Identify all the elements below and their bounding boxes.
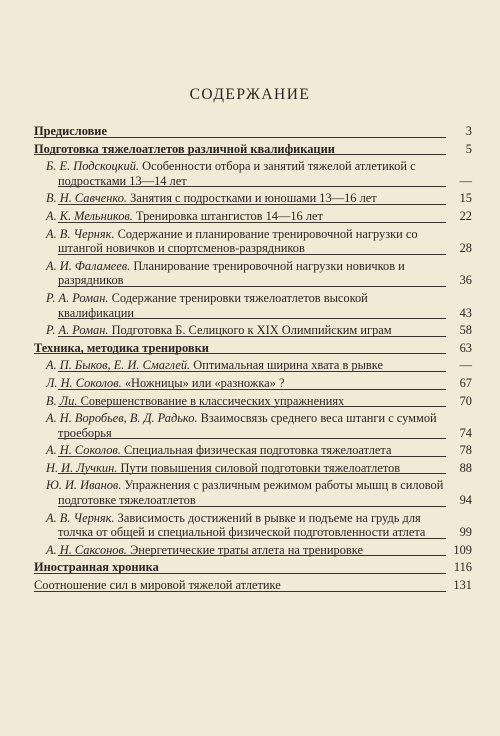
toc-page-number: 88 (459, 460, 472, 475)
toc-entry-author: Л. Н. Соколов. (46, 375, 122, 390)
toc-page-number: 5 (465, 141, 472, 156)
toc-leader-rule (34, 353, 446, 354)
toc-entry (34, 358, 472, 373)
toc-leader-rule (58, 406, 446, 407)
toc-leader-rule (58, 473, 446, 474)
toc-entry-author: В. Ли. (46, 393, 78, 408)
toc-entry (34, 478, 472, 507)
toc-entry-title: Упражнения с различным режимом работы мышц в силовой подготовке тяжелоатлетов (58, 478, 444, 508)
toc-entry-title: Энергетические траты атлета на тренировке (130, 542, 363, 557)
toc-entry-text (46, 259, 472, 288)
toc-entry-text (46, 478, 472, 507)
toc-page-number: 67 (459, 375, 472, 390)
toc-entry-text (46, 159, 472, 188)
toc-page-number: 63 (459, 340, 472, 355)
toc-entry (34, 323, 472, 338)
toc-entry-author: А. В. Черняк. (46, 226, 115, 241)
toc-entry (34, 291, 472, 320)
toc-entry (34, 578, 472, 593)
toc-entry-title: Специальная физическая подготовка тяжелоатлета (124, 443, 392, 458)
toc-entry-title: Особенности отбора и занятий тяжелой атлетикой с подростками 13—14 лет (58, 159, 416, 188)
toc-entry-title: Планирование тренировочной нагрузки новичков и разрядников (58, 258, 405, 288)
toc-page-number: 70 (459, 393, 472, 408)
toc-entry-text (46, 511, 472, 540)
toc-entry-author: А. Н. Соколов. (46, 443, 121, 458)
toc-entry (34, 124, 472, 139)
page-title: СОДЕРЖАНИЕ (189, 86, 311, 103)
toc-leader-rule (58, 555, 446, 556)
toc-entry-author: А. Н. Саксонов. (46, 542, 127, 557)
toc-page-number: 99 (459, 525, 472, 540)
toc-leader-rule (34, 591, 446, 592)
toc-page-number: 15 (459, 191, 472, 206)
toc-entry-author: Р. А. Роман. (46, 290, 109, 305)
table-of-contents (34, 124, 472, 596)
toc-page-number: 109 (453, 542, 472, 557)
toc-leader-rule (58, 438, 446, 439)
toc-page-number: 22 (459, 208, 472, 223)
toc-entry (34, 209, 472, 224)
toc-entry-title: Занятия с подростками и юношами 13—16 лет (130, 191, 377, 206)
toc-entry-author: Ю. И. Иванов. (46, 478, 122, 493)
toc-entry-title: Предисловие (34, 124, 107, 138)
toc-leader-rule (58, 336, 446, 337)
toc-entry-author: А. П. Быков, Е. И. Смаглей. (46, 358, 191, 373)
toc-entry-title: Совершенствование в классических упражнениях (80, 393, 345, 408)
toc-entry (34, 227, 472, 256)
toc-leader-rule (58, 204, 446, 205)
toc-entry-title: Содержание тренировки тяжелоатлетов высокой квалификации (58, 290, 368, 320)
toc-entry-title: Техника, методика тренировки (34, 340, 209, 355)
toc-entry-title: Соотношение сил в мировой тяжелой атлетике (34, 578, 281, 593)
toc-entry (34, 394, 472, 409)
toc-entry-author: Н. И. Лучкин. (46, 460, 118, 475)
toc-page-number: 28 (459, 241, 472, 256)
toc-entry-author: А. И. Фаламеев. (46, 258, 131, 273)
toc-page-number: 43 (459, 305, 472, 320)
toc-entry-author: А. К. Мельников. (46, 208, 133, 223)
toc-leader-rule (58, 286, 446, 287)
toc-entry (34, 142, 472, 157)
toc-entry (34, 443, 472, 458)
toc-entry-title: Подготовка тяжелоатлетов различной квалификации (34, 141, 335, 156)
toc-entry (34, 259, 472, 288)
toc-page-number: 131 (453, 578, 472, 593)
toc-entry-author: В. Н. Савченко. (46, 191, 128, 206)
toc-entry-author: А. Н. Воробьев, В. Д. Радько. (46, 411, 198, 426)
toc-page-number: 74 (459, 425, 472, 440)
toc-entry (34, 411, 472, 440)
toc-page-number: 58 (459, 323, 472, 338)
toc-entry (34, 341, 472, 356)
toc-leader-rule (58, 538, 446, 539)
toc-entry-author: Б. Е. Подскоцкий. (46, 159, 140, 174)
toc-entry-text (46, 227, 472, 256)
toc-entry-title: Подготовка Б. Селицкого к XIX Олимпийским играм (111, 323, 392, 338)
toc-entry (34, 543, 472, 558)
toc-leader-rule (58, 254, 446, 255)
toc-leader-rule (58, 222, 446, 223)
toc-entry-author: Р. А. Роман. (46, 323, 109, 338)
toc-entry-text (46, 411, 472, 440)
toc-entry-title: Пути повышения силовой подготовки тяжелоатлетов (120, 460, 401, 475)
toc-leader-rule (58, 506, 446, 507)
toc-leader-rule (34, 137, 446, 138)
toc-leader-rule (58, 371, 446, 372)
toc-entry (34, 511, 472, 540)
toc-leader-rule (34, 154, 446, 155)
toc-entry (34, 560, 472, 575)
toc-page-number: 116 (453, 560, 472, 575)
toc-entry (34, 376, 472, 391)
toc-entry-title: Тренировка штангистов 14—16 лет (136, 208, 323, 223)
toc-leader-rule (58, 456, 446, 457)
toc-page-number: 36 (459, 273, 472, 288)
toc-page-number: 94 (459, 493, 472, 508)
toc-entry (34, 191, 472, 206)
toc-page-number: — (459, 173, 472, 188)
toc-page-number: 3 (465, 124, 472, 138)
toc-entry-text (46, 291, 472, 320)
toc-entry (34, 159, 472, 188)
toc-entry-author: А. В. Черняк. (46, 510, 115, 525)
toc-page-number: — (459, 358, 472, 373)
toc-page-number: 78 (459, 443, 472, 458)
toc-leader-rule (58, 389, 446, 390)
toc-leader-rule (34, 573, 446, 574)
toc-entry-title: Зависимость достижений в рывке и подъеме на грудь для толчка от общей и специальной физической подготовленности атлета (58, 510, 426, 540)
toc-leader-rule (58, 318, 446, 319)
toc-leader-rule (58, 186, 446, 187)
toc-entry-title: «Ножницы» или «разножка» ? (124, 375, 285, 390)
toc-entry-title: Содержание и планирование тренировочной нагрузки со штангой новичков и спортсменов-разрядников (58, 226, 418, 256)
toc-entry-title: Иностранная хроника (34, 560, 159, 575)
toc-entry (34, 461, 472, 476)
toc-entry-title: Оптимальная ширина хвата в рывке (193, 358, 383, 373)
toc-entry-title: Взаимосвязь среднего веса штанги с суммой троеборья (58, 411, 437, 440)
